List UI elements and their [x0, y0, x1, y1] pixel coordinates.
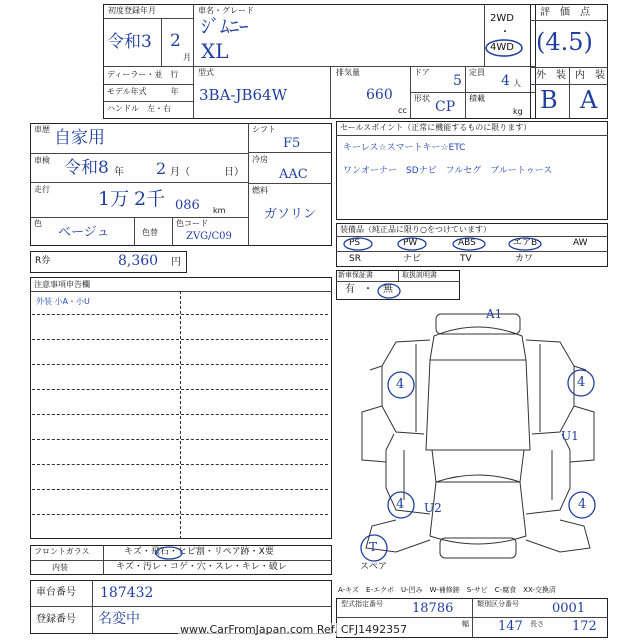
- watermark: www.CarFromJapan.com Ref. CFJ1492357: [180, 623, 408, 636]
- damage-mark-u1: U1: [561, 429, 579, 443]
- drive-4wd-circle-icon: [484, 38, 524, 58]
- category-label: 車歴: [34, 125, 50, 134]
- drive-4wd: 4WD: [490, 42, 514, 53]
- trim-label: 色替: [142, 228, 158, 237]
- doors: 5: [453, 73, 462, 89]
- warranty-new-label: 新車保証書: [338, 271, 373, 279]
- first-reg-era: 令和3: [107, 32, 152, 52]
- displacement-label: 排気量: [336, 68, 360, 77]
- dealer-label: ディーラー・並 行: [107, 70, 179, 79]
- front-glass-items: キズ・飛石・ヒビ割・リペア跡・X要: [124, 547, 274, 557]
- length-value: 172: [572, 619, 597, 634]
- equipment-navi: ナビ: [403, 254, 422, 264]
- equipment-leather: カワ: [515, 254, 534, 264]
- model-year-label: モデル年式 年: [107, 87, 179, 96]
- class-number-label: 類別区分番号: [477, 600, 519, 608]
- model-name-label: 車名・グレード: [198, 6, 254, 15]
- inspection-year-unit: 年: [114, 167, 124, 178]
- color-code: ZVG/C09: [186, 231, 232, 242]
- shape: CP: [435, 99, 456, 115]
- tire-rear-right: 4: [578, 497, 587, 512]
- tire-front-left: 4: [396, 377, 405, 392]
- km-unit: km: [213, 206, 226, 215]
- spare-tire-mark: T: [369, 540, 378, 554]
- equipment-label: 装備品（純正品に限り○をつけています）: [340, 225, 491, 234]
- equipment-sr: SR: [349, 254, 361, 264]
- width-label: 幅: [462, 620, 469, 628]
- score: (4.5): [536, 28, 593, 56]
- notes-label: 注意事項申告欄: [34, 280, 90, 289]
- capacity-label: 定員: [469, 68, 485, 77]
- width-value: 147: [498, 619, 523, 634]
- registration-label: 登録番号: [36, 614, 76, 625]
- mileage-rest: 086: [175, 198, 200, 213]
- warranty-no: 無: [383, 284, 393, 295]
- exterior-grade: B: [540, 86, 558, 114]
- frame-number-label: 車台番号: [36, 587, 76, 598]
- kg-unit: kg: [513, 107, 523, 116]
- spare-label: スペア: [360, 562, 388, 572]
- first-reg-label: 初度登録年月: [108, 6, 156, 15]
- equipment-airbag: エアB: [513, 238, 538, 248]
- damage-mark-a1: A1: [486, 307, 503, 321]
- type-value: 3BA-JB64W: [199, 86, 288, 104]
- equipment-aw: AW: [573, 238, 588, 248]
- capacity-unit: 人: [513, 79, 521, 88]
- cc-unit: cc: [398, 106, 407, 115]
- capacity: 4: [501, 73, 510, 89]
- recycle-amount: 8,360: [118, 253, 159, 269]
- interior-grade: A: [580, 86, 598, 114]
- inspection-label: 車検: [34, 156, 50, 165]
- sales-points-label: セールスポイント（正常に機能するものに限ります）: [340, 123, 532, 132]
- model-name: ｼﾞﾑﾆｰ: [201, 16, 249, 38]
- exterior-label: 外 装: [536, 70, 566, 81]
- shift: F5: [283, 136, 301, 151]
- grade: XL: [201, 39, 229, 63]
- model-designation: 18786: [412, 601, 454, 616]
- interior-condition-label: 内装: [52, 563, 68, 572]
- sales-point-line-2: ワンオーナー SDナビ フルセグ ブルートゥース: [343, 166, 553, 176]
- warranty-manual-label: 取扱説明書: [402, 271, 437, 279]
- drive-dot: ・: [500, 27, 510, 38]
- inspection-day-unit: 日）: [224, 167, 244, 178]
- fuel: ガソリン: [264, 207, 317, 222]
- color-code-label: 色コード: [176, 219, 208, 228]
- interior-condition-items: キズ・汚レ・コゲ・穴・スレ・キレ・破レ: [116, 562, 287, 572]
- score-label: 評 価 点: [540, 7, 590, 18]
- mileage-sen: 2千: [134, 188, 166, 210]
- interior-label: 内 装: [575, 70, 605, 81]
- recycle-box: [30, 251, 187, 273]
- fuel-label: 燃料: [252, 186, 268, 195]
- equipment-tv: TV: [460, 254, 472, 264]
- drive-2wd: 2WD: [490, 13, 514, 24]
- recycle-yen: 円: [171, 257, 181, 268]
- class-number: 0001: [552, 601, 586, 616]
- ac: AAC: [279, 167, 308, 182]
- color-label: 色: [34, 219, 42, 228]
- damage-mark-u2: U2: [424, 501, 442, 515]
- mileage-label: 走行: [34, 185, 50, 194]
- model-designation-label: 型式指定番号: [341, 600, 383, 608]
- frame-number: 187432: [100, 585, 154, 601]
- ac-label: 冷房: [252, 155, 268, 164]
- length-label: 長さ: [530, 620, 544, 628]
- color: ベージュ: [58, 225, 110, 240]
- equipment-circles-icon: [336, 236, 608, 252]
- first-reg-month: 2: [170, 31, 181, 51]
- inspection-month: 2: [156, 159, 167, 178]
- warranty-dot: ・: [363, 284, 373, 295]
- equipment-abs: ABS: [458, 238, 476, 248]
- equipment-ps: PS: [349, 238, 361, 248]
- shift-label: シフト: [252, 125, 276, 134]
- tire-rear-left: 4: [396, 497, 405, 512]
- door-label: ドア: [414, 68, 430, 77]
- front-glass-circle-icon: [155, 545, 185, 561]
- front-glass-label: フロントガラス: [34, 547, 90, 556]
- mileage-man: 1万: [98, 188, 130, 210]
- displacement: 660: [366, 87, 393, 103]
- sales-point-line-1: キーレス☆スマートキー☆ETC: [343, 143, 466, 153]
- handle-label: ハンドル 左・右: [107, 104, 171, 113]
- registration-value: 名変中: [98, 611, 140, 627]
- load-label: 積載: [469, 94, 485, 103]
- warranty-circle-icon: [374, 281, 404, 301]
- inspection-era: 令和8: [64, 158, 109, 178]
- tire-front-right: 4: [577, 375, 586, 390]
- damage-legend: A-キズ E-エクボ U-凹み W-補修跡 S-サビ C-腐食 XX-交換済: [338, 586, 556, 594]
- shape-label: 形状: [414, 94, 430, 103]
- notes-entry: 外装 小A・小U: [36, 297, 90, 306]
- warranty-yes: 有: [345, 284, 355, 295]
- recycle-label: R券: [35, 256, 51, 266]
- category: 自家用: [54, 128, 105, 148]
- type-label: 型式: [198, 68, 214, 77]
- inspection-month-unit: 月（: [170, 167, 190, 178]
- first-reg-month-unit: 月: [183, 53, 191, 62]
- equipment-pw: PW: [403, 238, 418, 248]
